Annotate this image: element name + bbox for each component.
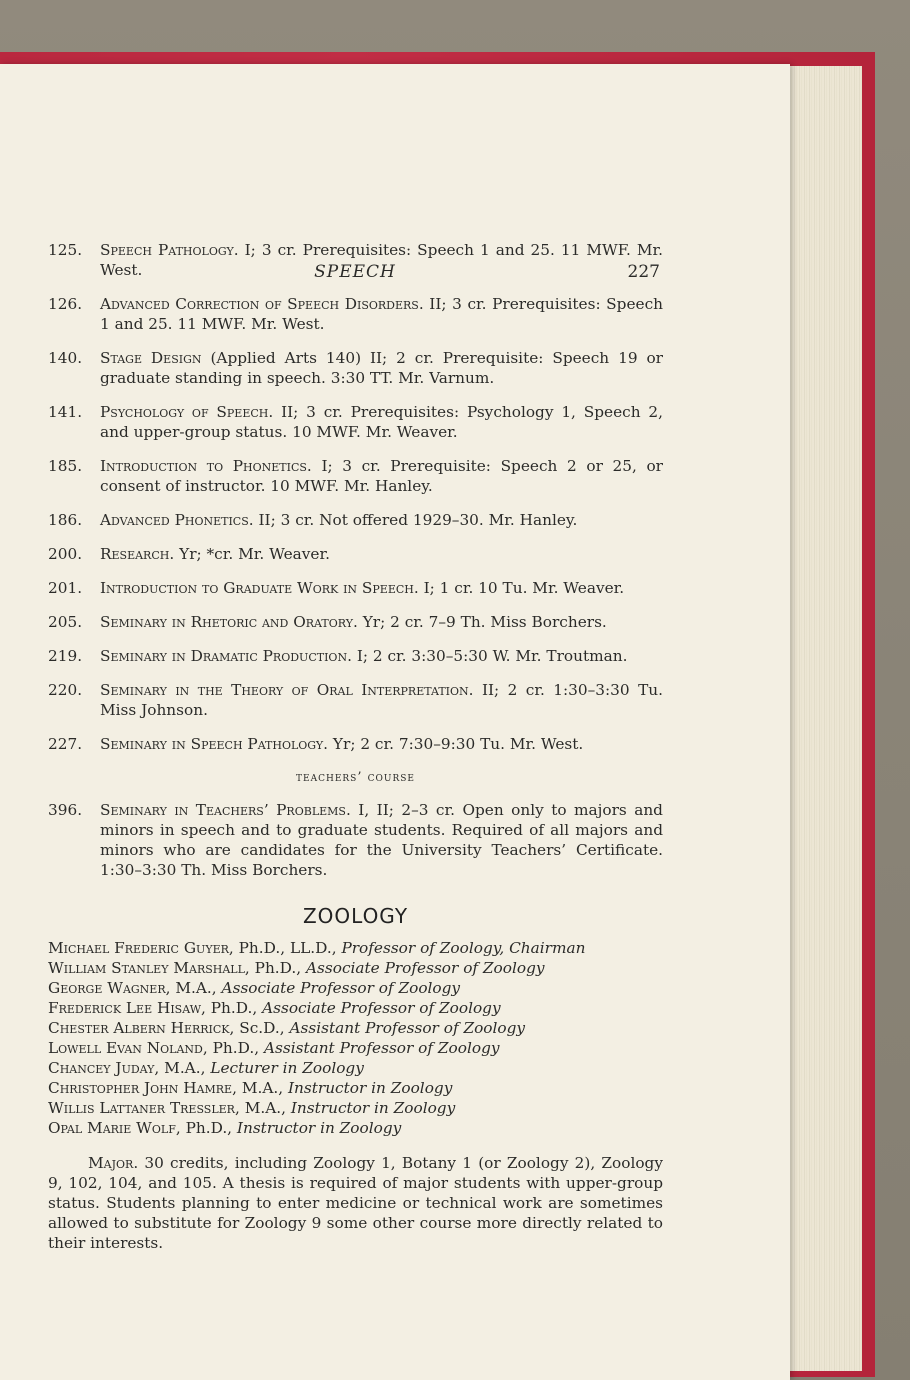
course-details: II; 3 cr. Not offered 1929–30. Mr. Hanley.: [258, 511, 578, 529]
course-number: 141.: [48, 403, 83, 421]
major-text: 30 credits, including Zoology 1, Botany 1 (or Zoology 2), Zoology 9, 102, 104, and 105. A thesis is required of major students with upper-group status. Students planning to enter medicine or technical work are sometimes allowed to substitute for Zoology 9 some other course more directly related to their interests.: [48, 1154, 663, 1252]
staff-name: Opal Marie Wolf,: [48, 1119, 181, 1137]
course-details: Yr; 2 cr. 7:30–9:30 Tu. Mr. West.: [332, 735, 584, 753]
course-number: 396.: [48, 801, 83, 819]
course-list: [48, 240, 663, 754]
staff-name: Michael Frederic Guyer,: [48, 939, 234, 957]
course-number: 220.: [48, 681, 83, 699]
course-number: 125.: [48, 241, 83, 259]
staff-role: Associate Professor of Zoology: [221, 979, 461, 997]
course-title: Stage Design: [100, 349, 202, 367]
staff-member: [48, 1038, 663, 1058]
course-details: (Applied Arts 140) II; 2 cr. Prerequisite: Speech 19 or graduate standing in speech. 3:30 TT. Mr. Varnum.: [100, 349, 663, 387]
staff-member: [48, 1078, 663, 1098]
course-details: II; 2 cr. 1:30–3:30 Tu. Miss Johnson.: [100, 681, 663, 719]
staff-role: Lecturer in Zoology: [210, 1059, 364, 1077]
staff-member: [48, 1058, 663, 1078]
staff-name: Chancey Juday,: [48, 1059, 160, 1077]
staff-degrees: M.A.,: [164, 1059, 206, 1077]
staff-name: Christopher John Hamre,: [48, 1079, 237, 1097]
staff-name: Chester Albern Herrick,: [48, 1019, 235, 1037]
staff-member: [48, 998, 663, 1018]
major-requirements: [48, 1153, 663, 1253]
course-title: Seminary in Teachers’ Problems.: [100, 801, 351, 819]
book-page: [0, 64, 790, 1380]
staff-name: William Stanley Marshall,: [48, 959, 250, 977]
staff-role: Instructor in Zoology: [236, 1119, 402, 1137]
staff-degrees: Ph.D.,: [212, 1039, 260, 1057]
course-number: 140.: [48, 349, 83, 367]
running-head-title: SPEECH: [314, 262, 396, 282]
course-entry: [48, 544, 663, 564]
major-label: Major.: [88, 1154, 139, 1172]
course-entry: [48, 800, 663, 880]
staff-degrees: Ph.D.,: [254, 959, 302, 977]
teachers-course-heading: teachers’ course: [296, 770, 415, 785]
course-entry: [48, 240, 663, 280]
course-details: Yr; 2 cr. 7–9 Th. Miss Borchers.: [362, 613, 607, 631]
course-entry: [48, 612, 663, 632]
course-number: 200.: [48, 545, 83, 563]
department-title: ZOOLOGY: [302, 904, 409, 928]
staff-member: [48, 938, 663, 958]
staff-degrees: M.A.,: [244, 1099, 287, 1117]
staff-role: Instructor in Zoology: [288, 1079, 453, 1097]
course-title: Psychology of Speech.: [100, 403, 274, 421]
course-title: Introduction to Graduate Work in Speech.: [100, 579, 419, 597]
course-number: 185.: [48, 457, 83, 475]
staff-member: [48, 978, 663, 998]
course-number: 219.: [48, 647, 83, 665]
staff-list: [48, 938, 663, 1138]
staff-role: Instructor in Zoology: [290, 1099, 456, 1117]
course-number: 227.: [48, 735, 83, 753]
course-entry: [48, 680, 663, 720]
staff-name: George Wagner,: [48, 979, 171, 997]
course-title: Research.: [100, 545, 175, 563]
page-content: [48, 240, 663, 1253]
staff-role: Assistant Professor of Zoology: [263, 1039, 500, 1057]
course-entry: [48, 578, 663, 598]
course-number: 186.: [48, 511, 83, 529]
course-title: Seminary in Rhetoric and Oratory.: [100, 613, 358, 631]
course-number: 201.: [48, 579, 83, 597]
course-details: II; 3 cr. Prerequisites: Speech 1 and 25. 11 MWF. Mr. West.: [100, 295, 663, 333]
staff-degrees: M.A.,: [241, 1079, 284, 1097]
course-number: 126.: [48, 295, 83, 313]
course-entry: [48, 294, 663, 334]
course-entry: [48, 456, 663, 496]
course-details: I; 1 cr. 10 Tu. Mr. Weaver.: [423, 579, 625, 597]
course-details: II; 3 cr. Prerequisites: Psychology 1, Speech 2, and upper-group status. 10 MWF. Mr. Weaver.: [100, 403, 663, 441]
staff-member: [48, 1118, 663, 1138]
staff-role: Associate Professor of Zoology: [262, 999, 501, 1017]
staff-role: Assistant Professor of Zoology: [289, 1019, 526, 1037]
staff-role: Associate Professor of Zoology: [305, 959, 545, 977]
staff-member: [48, 1098, 663, 1118]
course-entry: [48, 348, 663, 388]
course-title: Introduction to Phonetics.: [100, 457, 312, 475]
staff-name: Willis Lattaner Tressler,: [48, 1099, 240, 1117]
course-entry: [48, 402, 663, 442]
course-entry: [48, 510, 663, 530]
course-entry: [48, 646, 663, 666]
staff-role: Professor of Zoology, Chairman: [341, 939, 586, 957]
course-title: Speech Pathology.: [100, 241, 239, 259]
staff-degrees: Ph.D.,: [185, 1119, 233, 1137]
staff-degrees: Ph.D.,: [210, 999, 258, 1017]
course-details: I; 3 cr. Prerequisite: Speech 2 or 25, or consent of instructor. 10 MWF. Mr. Hanley.: [100, 457, 663, 495]
course-details: I; 3 cr. Prerequisites: Speech 1 and 25. 11 MWF. Mr. West.: [100, 241, 663, 279]
staff-member: [48, 1018, 663, 1038]
staff-name: Lowell Evan Noland,: [48, 1039, 208, 1057]
course-details: I; 2 cr. 3:30–5:30 W. Mr. Troutman.: [356, 647, 628, 665]
staff-member: [48, 958, 663, 978]
staff-degrees: Sc.D.,: [239, 1019, 285, 1037]
course-title: Seminary in Dramatic Production.: [100, 647, 352, 665]
page-number: 227: [627, 262, 660, 282]
course-entry: [48, 734, 663, 754]
course-title: Advanced Correction of Speech Disorders.: [100, 295, 424, 313]
course-title: Seminary in the Theory of Oral Interpretation.: [100, 681, 474, 699]
staff-degrees: Ph.D., LL.D.,: [238, 939, 337, 957]
course-number: 205.: [48, 613, 83, 631]
course-title: Seminary in Speech Pathology.: [100, 735, 329, 753]
staff-name: Frederick Lee Hisaw,: [48, 999, 206, 1017]
course-title: Advanced Phonetics.: [100, 511, 254, 529]
course-details: Yr; *cr. Mr. Weaver.: [179, 545, 330, 563]
course-details: I, II; 2–3 cr. Open only to majors and minors in speech and to graduate students. Required of all majors and minors who are candidates for the University Teachers’ Certificate. 1:30–3:30 Th. Miss Borchers.: [100, 801, 663, 879]
staff-degrees: M.A.,: [175, 979, 217, 997]
